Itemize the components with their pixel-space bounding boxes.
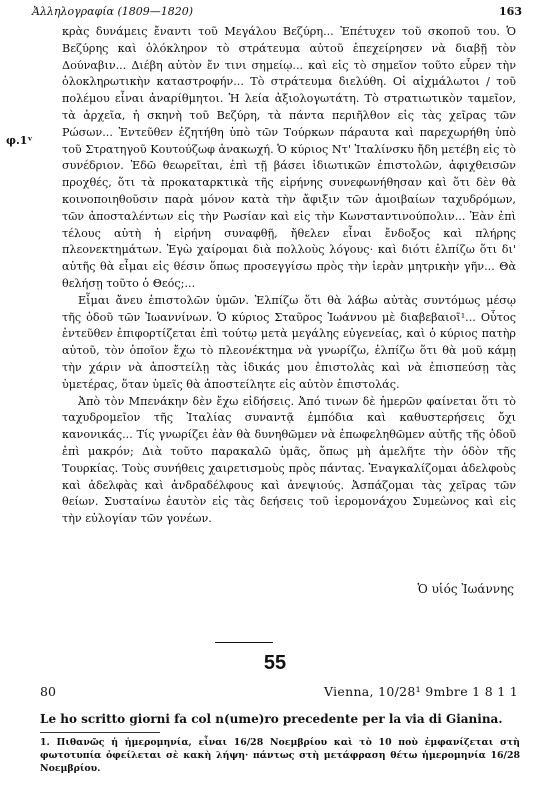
running-head-title: Ἀλληλογραφία (1809—1820) (32, 5, 194, 18)
section-divider (215, 642, 273, 643)
letter-heading (40, 684, 518, 704)
body-paragraph: Ἀπὸ τὸν Μπενάκην δὲν ἔχω εἰδήσεις. Ἀπό τινων δὲ ἡμερῶν φαίνεται ὅτι τὸ ταχυδρομεῖον τῆς Ἰταλίας συναντᾷ ἐμπόδια καὶ καθυστερήσεις ὄχι κανονικάς... Τίς γνωρίζει ἐὰν θὰ δυνηθῶμεν νὰ ἐπωφεληθῶμεν αὐτῆς τῆς ὁδοῦ ἐπὶ μακρόν; Διὰ τοῦτο παρακαλῶ ὑμᾶς, ὅπως μὴ ἀμελῆτε τὴν ὁδὸν τῆς Τουρκίας. Τοὺς συνήθεις χαιρετισμοὺς πρὸς πάντας. Ἐναγκαλίζομαι ἀδελφοὺς καὶ ἀδελφὰς καὶ ἀνδραδέλφους καὶ ἀνεψιούς. Ἀσπάζομαι τὰς χεῖρας τῶν θείων. Συσταίνω ἑαυτὸν εἰς τὰς δεήσεις τοῦ ἱερομονάχου Συμεὼνος καὶ εἰς τὴν εὐλογίαν τῶν γονέων. (62, 394, 516, 526)
running-head (32, 5, 522, 21)
letter-sequence-number: 80 (40, 684, 56, 699)
footnote: 1. Πιθανῶς ἡ ἡμερομηνία, εἶναι 16/28 Νοεμβρίου καὶ τὸ 10 ποὺ ἐμφανίζεται στὴ φωτοτυπία ὀφείλεται σὲ κακὴ λήψη· πάντως στὴ μετάφραση θέτω ἡμερομηνία 16/28 Νοεμβρίου. (40, 737, 520, 774)
letter-body (62, 24, 516, 528)
footnote-divider (40, 732, 160, 733)
signature: Ὁ υἱός Ἰωάννης (417, 582, 514, 596)
body-paragraph: κρὰς δυνάμεις ἔναντι τοῦ Μεγάλου Βεζύρη... Ἐπέτυχεν τοῦ σκοποῦ του. Ὁ Βεζύρης καὶ ὁλόκληρον τὸ στράτευμα αὐτοῦ ἐπεχείρησεν νὰ διαβῇ τὸν Δούναβιν... Διέβη αὐτὸν ἔν τινι σημείῳ... καὶ εἰς τὸ σημεῖον τοῦτο εὗρεν τὴν ὁλοκληρωτικὴν καταστροφήν... Τὸ στράτευμα διελύθη. Οἱ αἰχμάλωτοι / τοῦ πολέμου εἶναι ἀναρίθμητοι. Ἡ λεία ἀξιολογωτάτη. Τὸ στρατιωτικὸν ταμεῖον, τὰ ἀρχεῖα, ἡ σκηνὴ τοῦ Βεζύρη, τὰ πάντα περιῆλθον εἰς τὰς χεῖρας τῶν Ρώσων... Ἐντεῦθεν ἐζητήθη ὑπὸ τῶν Τούρκων πάραυτα καὶ παρεχωρήθη ὑπὸ τοῦ Στρατηγοῦ Κουτούζωφ ἀνακωχή. Ὁ κύριος Ντ' Ἰταλίνσκυ ἤδη μετέβη εἰς τὸ συνέδριον. Ἐδῶ θεωρεῖται, ἐπὶ τῇ βάσει ἰδιωτικῶν ἐπιστολῶν, ἀφιχθεισῶν προχθές, ὅτι τὰ προκαταρκτικὰ τῆς εἰρήνης συνεφωνήθησαν καὶ ὅτι δὲν θὰ κοινοποιηθοῦσιν παρὰ μόνον κατὰ τὴν ἄφιξιν τῶν ἀμοιβαίων ταχυδρόμων, τῶν ἀποσταλέντων εἰς τὴν Ρωσίαν καὶ εἰς τὴν Κωνσταντινούπολιν... Ἐὰν ἐπὶ τέλους αὐτὴ ἡ εἰρήνη συναφθῇ, ἤθελεν εἶναι ἔνδοξος καὶ πλήρης πλεονεκτημάτων. Ἐγὼ χαίρομαι διὰ πολλοὺς λόγους· καὶ διότι ἐλπίζω ὅτι δι' αὐτῆς θὰ εἶμαι εἰς θέσιν ὅπως προσεγγίσω πρὸς τὴν ἱερὰν μητρικὴν γῆν... Θὰ θελήσῃ τοῦτο ὁ Θεός;... (62, 25, 516, 290)
body-paragraph: Εἶμαι ἄνευ ἐπιστολῶν ὑμῶν. Ἐλπίζω ὅτι θὰ λάβω αὐτὰς συντόμως μέσῳ τῆς ὁδοῦ τῶν Ἰωαννίνων. Ὁ κύριος Σταῦρος Ἰωάννου μὲ διαβεβαιοῖ¹... Οὗτος ἐντεῦθεν ἐπιφορτίζεται ἐπὶ τούτῳ μετὰ μεγάλης εὐγενείας, καὶ ὁ κύριος πατὴρ αὐτοῦ, τὸν ὁποῖον ἔχω τὸ πλεονέκτημα νὰ γνωρίζω, ἐλπίζω ὅτι θὰ μοῦ κάμῃ τὴν χάριν νὰ ἀποστείλῃ τὰς ἰδικάς μου ἐπιστολὰς καὶ νὰ ἐπισπεύσῃ τὰς ὑμετέρας, ὅταν ὑμεῖς θὰ ἀποστείλητε εἰς αὐτὸν ἐπιστολάς. (62, 293, 516, 391)
letter-first-line: Le ho scritto giorni fa col n(ume)ro precedente per la via di Gianina. (40, 712, 503, 726)
folio-margin-note: φ.1ᵛ (6, 134, 33, 147)
letter-number: 55 (263, 652, 287, 674)
letter-date: Vienna, 10/28¹ 9mbre 1 8 1 1 (324, 684, 518, 699)
page-number: 163 (499, 5, 522, 18)
